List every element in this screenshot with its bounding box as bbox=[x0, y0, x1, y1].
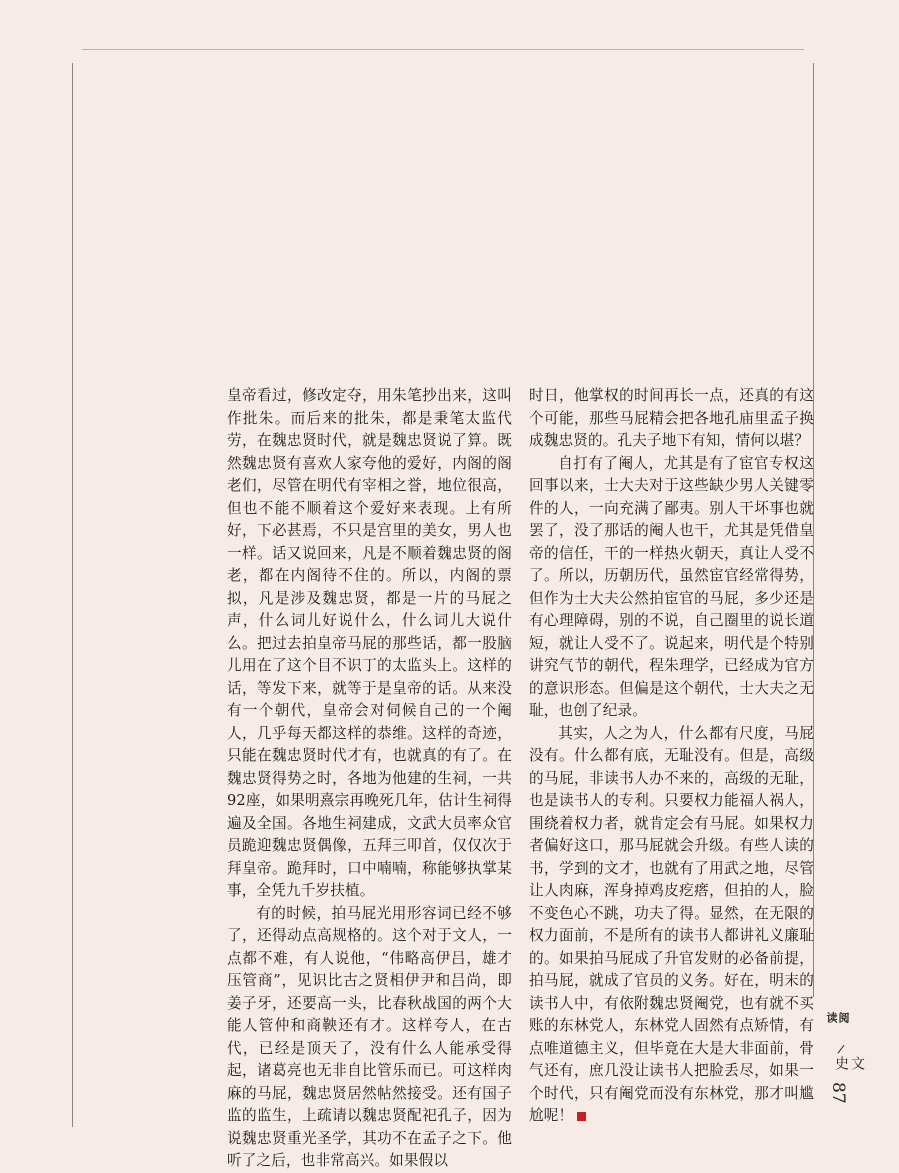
header-rule bbox=[82, 49, 804, 50]
magazine-section: 文史 bbox=[833, 1056, 865, 1070]
brand-divider-icon: / bbox=[836, 1041, 846, 1057]
left-column bbox=[227, 385, 512, 1173]
page-number: 87 bbox=[828, 1082, 848, 1104]
left-margin-rule bbox=[72, 63, 73, 1127]
paragraph-text: 其实，人之为人，什么都有尺度，马屁没有。什么都有底，无耻没有。但是，高级的马屁，非读书人办不来的，高级的无耻，也是读书人的专利。只要权力能福人祸人，围绕着权力者，就肯定会有马屁。如果权力者偏好这口，那马屁就会升级。有些人读的书，学到的文才，也就有了用武之地，尽管让人肉麻，浑身掉鸡皮疙瘩，但拍的人，脸不变色心不跳，功夫了得。显然，在无限的权力面前，不是所有的读书人都讲礼义廉耻的。如果拍马屁成了升官发财的必备前提，拍马屁，就成了官员的义务。好在，明末的读书人中，有依附魏忠贤阉党，也有就不买账的东林党人，东林党人固然有点矫情，有点唯道德主义，但毕竟在大是大非面前，骨气还有，庶几没让读书人把脸丢尽，如果一个时代，只有阉党而没有东林党，那才叫尴尬呢！ bbox=[529, 724, 814, 1124]
paragraph: 有的时候，拍马屁光用形容词已经不够了，还得动点高规格的。这个对于文人，一点都不难，有人说他，“伟略高伊吕，雄才压管商”，见识比古之贤相伊尹和吕尚，即姜子牙，还要高一头，比春秋战国的两个大能人管仲和商鞅还有才。这样夸人，在古代，已经是顶天了，没有什么人能承受得起，诸葛亮也无非自比管乐而已。可这样肉麻的马屁，魏忠贤居然帖然接受。还有国子监的监生，上疏请以魏忠贤配祀孔子，因为说魏忠贤重光圣学，其功不在孟子之下。他听了之后，也非常高兴。如果假以 bbox=[227, 904, 512, 1169]
paragraph: 时日，他掌权的时间再长一点，还真的有这个可能，那些马屁精会把各地孔庙里孟子换成魏忠贤的。孔夫子地下有知，情何以堪？ bbox=[529, 387, 814, 449]
paragraph-last bbox=[529, 723, 814, 1128]
right-column bbox=[529, 385, 814, 1128]
paragraph: 皇帝看过，修改定夺，用朱笔抄出来，这叫作批朱。而后来的批朱，都是秉笔太监代劳，在魏忠贤时代，就是魏忠贤说了算。既然魏忠贤有喜欢人家夸他的爱好，内阁的阁老们，尽管在明代有宰相之誉，地位很高，但也不能不顺着这个爱好来表现。上有所好，下必甚焉，不只是宫里的美女，男人也一样。话又说回来，凡是不顺着魏忠贤的阁老，都在内阁待不住的。所以，内阁的票拟，凡是涉及魏忠贤，都是一片的马屁之声，什么词儿好说什么，什么词儿大说什么。把过去拍皇帝马屁的那些话，都一股脑儿用在了这个目不识丁的太监头上。这样的话，等发下来，就等于是皇帝的话。从来没有一个朝代，皇帝会对伺候自己的一个阉人，几乎每天都这样的恭维。这样的奇迹，只能在魏忠贤时代才有，也就真的有了。在魏忠贤得势之时，各地为他建的生祠，一共92座，如果明熹宗再晚死几年，估计生祠得遍及全国。各地生祠建成，文武大员率众官员跪迎魏忠贤偶像，五拜三叩首，仅仅次于拜皇帝。跪拜时，口中喃喃，称能够执掌某事，全凭九千岁扶植。 bbox=[227, 387, 512, 899]
end-of-article-mark-icon bbox=[577, 1112, 586, 1121]
magazine-brand: 阅读 bbox=[825, 1012, 850, 1023]
paragraph: 自打有了阉人，尤其是有了宦官专权这回事以来，士大夫对于这些缺少男人关键零件的人，一向充满了鄙夷。别人干坏事也就罢了，没了那话的阉人也干，尤其是凭借皇帝的信任，干的一样热火朝天，真让人受不了。所以，历朝历代，虽然宦官经常得势，但作为士大夫公然拍宦官的马屁，多少还是有心理障碍，别的不说，自己圈里的说长道短，就让人受不了。说起来，明代是个特别讲究气节的朝代，程朱理学，已经成为官方的意识形态。但偏是这个朝代，士大夫之无耻，也创了纪录。 bbox=[529, 454, 814, 719]
